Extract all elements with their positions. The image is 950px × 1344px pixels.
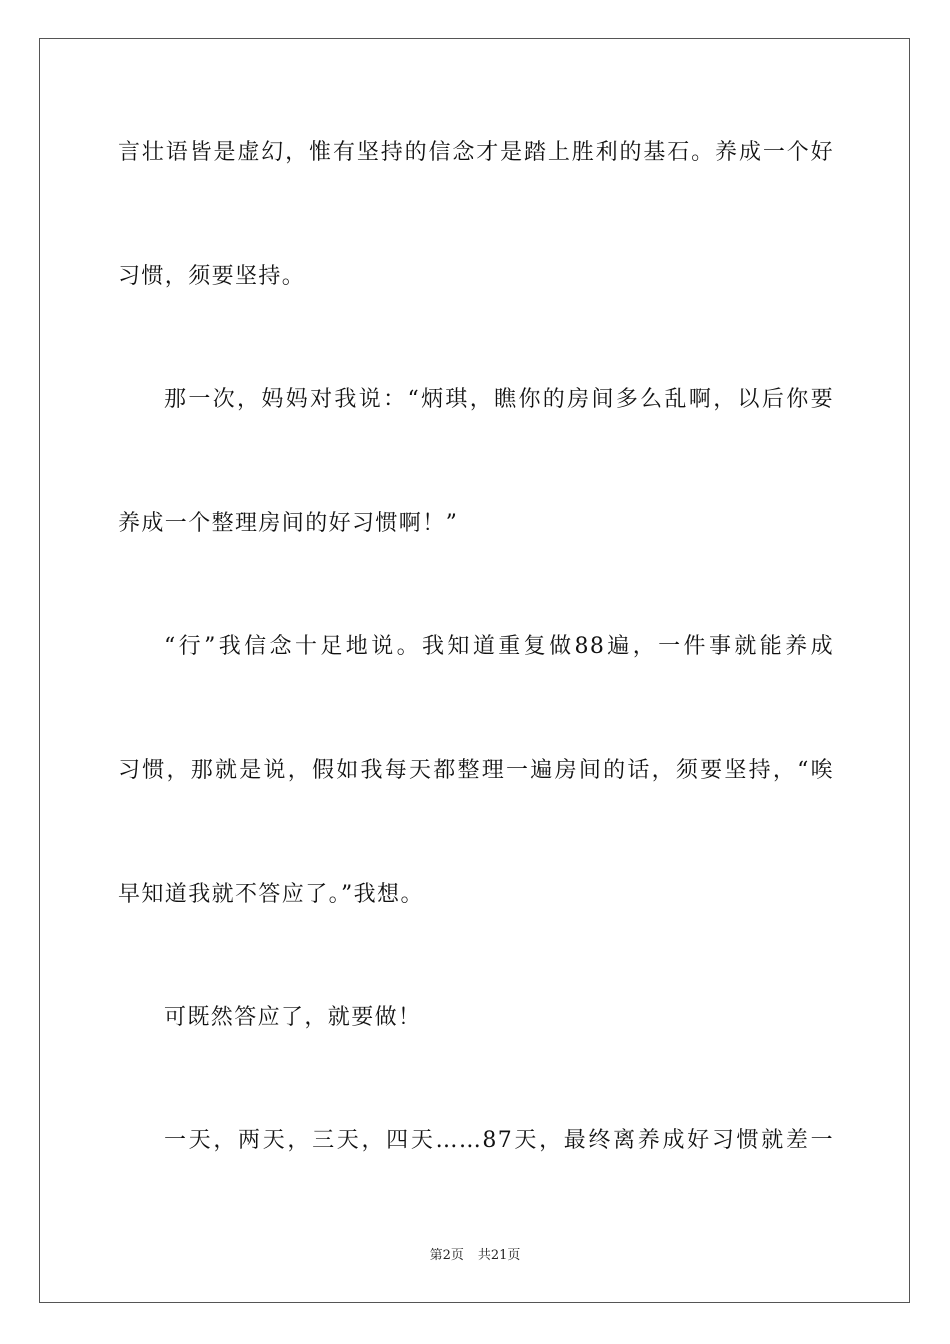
page-footer [0,1247,950,1265]
paragraph-line-4: 养成一个整理房间的好习惯啊！” [118,511,459,536]
paragraph-line-8: 可既然答应了，就要做！ [164,1005,422,1030]
page-number: 第2页 [429,1248,464,1263]
paragraph-line-2: 习惯，须要坚持。 [118,264,306,289]
paragraph-line-9: 一天，两天，三天，四天……87天，最终离养成好习惯就差一 [164,1128,834,1153]
paragraph-line-5: “行”我信念十足地说。我知道重复做88遍，一件事就能养成 [164,634,834,659]
paragraph-line-7: 早知道我就不答应了。”我想。 [118,882,424,907]
page-total: 共21页 [477,1248,521,1263]
page-frame [39,38,910,1303]
paragraph-line-1: 言壮语皆是虚幻，惟有坚持的信念才是踏上胜利的基石。养成一个好 [118,140,834,165]
paragraph-line-3: 那一次，妈妈对我说：“炳琪，瞧你的房间多么乱啊，以后你要 [164,387,834,412]
paragraph-line-6: 习惯，那就是说，假如我每天都整理一遍房间的话，须要坚持，“唉 [118,758,834,783]
